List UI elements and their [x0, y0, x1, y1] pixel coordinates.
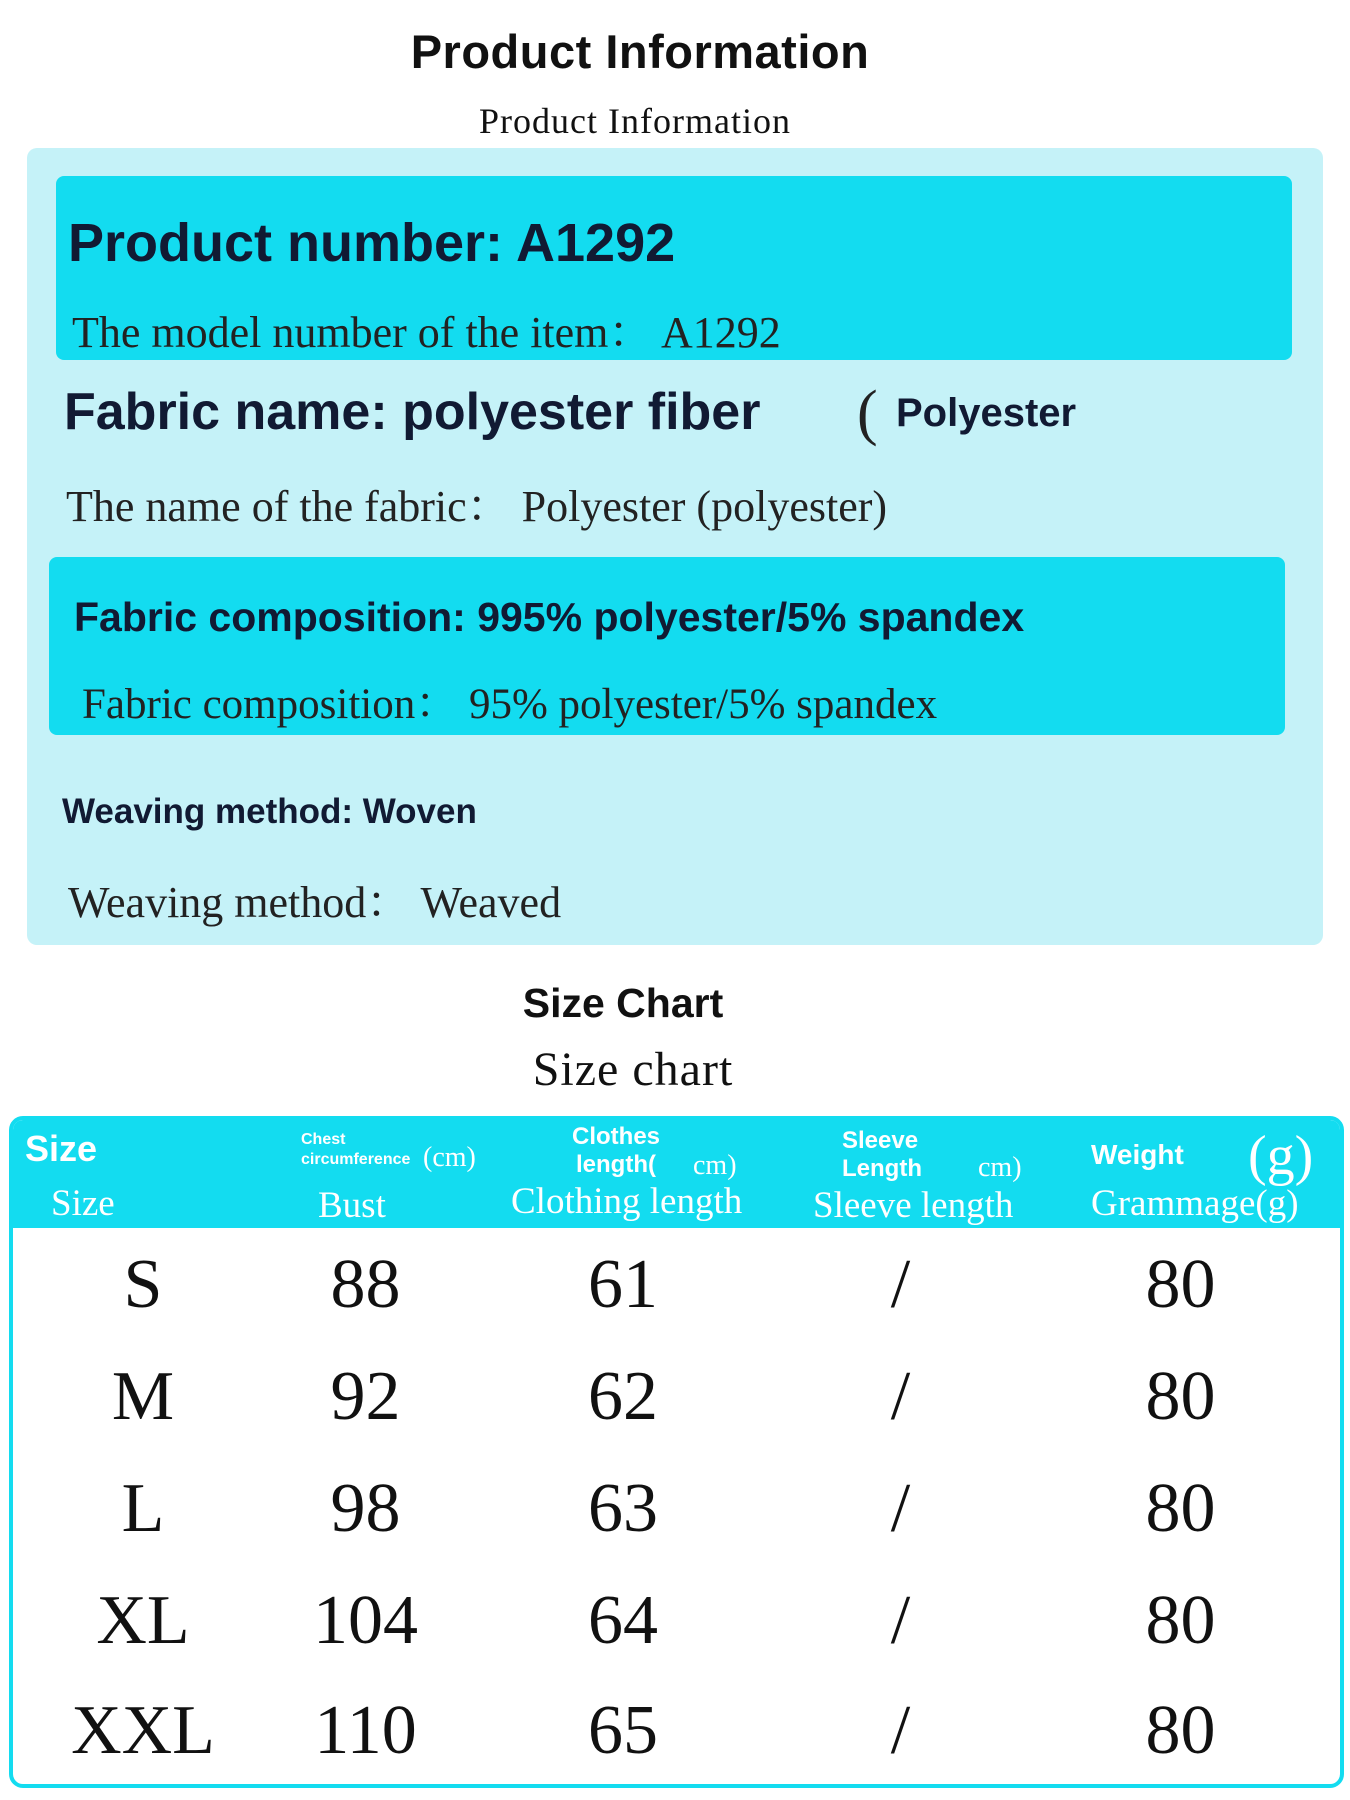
header-bust-unit: (cm) [423, 1142, 476, 1173]
fabric-name-label: Fabric name: polyester fiber [64, 383, 761, 441]
size-chart-subtitle: Size chart [532, 1043, 734, 1096]
header-size-en: Size [25, 1128, 98, 1169]
cell-sleeve: / [890, 1470, 911, 1547]
product-number-sub: The model number of the item： A1292 [72, 308, 781, 357]
header-length-cn: Clothing length [511, 1181, 743, 1222]
header-sleeve-en-2: Length [842, 1155, 922, 1182]
cell-bust: 98 [330, 1470, 401, 1547]
table-row [13, 1452, 1340, 1566]
fabric-name-tag: Polyester [896, 391, 1077, 435]
header-length-unit: cm) [693, 1150, 737, 1181]
cell-size: XXL [71, 1692, 215, 1769]
cell-sleeve: / [890, 1692, 911, 1769]
header-weight-cn: Grammage(g) [1091, 1183, 1299, 1224]
header-length-en-2: length( [576, 1151, 656, 1178]
size-table-header [13, 1120, 1340, 1228]
header-bust-cn: Bust [318, 1185, 386, 1226]
cell-sleeve: / [890, 1582, 911, 1659]
table-row [13, 1340, 1340, 1454]
cell-size: S [123, 1246, 163, 1323]
header-size-cn: Size [51, 1183, 115, 1224]
header-weight-en: Weight [1091, 1139, 1184, 1170]
size-chart-title: Size Chart [522, 980, 724, 1026]
table-row [13, 1228, 1340, 1342]
cell-weight: 80 [1145, 1692, 1216, 1769]
cell-size: L [121, 1470, 165, 1547]
fabric-composition-label: Fabric composition: 995% polyester/5% spandex [74, 594, 1025, 640]
cell-weight: 80 [1145, 1246, 1216, 1323]
cell-size: M [111, 1358, 175, 1435]
cell-weight: 80 [1145, 1582, 1216, 1659]
header-sleeve-unit: cm) [978, 1152, 1022, 1183]
header-length-en-1: Clothes [572, 1123, 661, 1150]
fabric-composition-sub: Fabric composition： 95% polyester/5% spandex [82, 681, 938, 728]
table-row [13, 1674, 1340, 1788]
cell-length: 61 [588, 1246, 658, 1323]
cell-length: 62 [588, 1358, 658, 1435]
header-bust-en-2: circumference [301, 1151, 411, 1168]
product-info-title: Product Information [410, 25, 870, 78]
cell-length: 65 [588, 1692, 658, 1769]
header-weight-unit: (g) [1248, 1125, 1314, 1187]
size-table [9, 1116, 1344, 1788]
cell-bust: 92 [330, 1358, 401, 1435]
cell-weight: 80 [1145, 1470, 1216, 1547]
weaving-method-sub: Weaving method： Weaved [68, 878, 562, 927]
cell-bust: 88 [330, 1246, 401, 1323]
cell-bust: 104 [313, 1582, 418, 1659]
cell-length: 63 [588, 1470, 658, 1547]
header-sleeve-cn: Sleeve length [813, 1185, 1014, 1226]
product-info-subtitle: Product Information [479, 101, 791, 141]
weaving-method-label: Weaving method: Woven [62, 792, 477, 831]
cell-bust: 110 [314, 1692, 417, 1769]
product-number-label: Product number: A1292 [68, 213, 676, 273]
fabric-name-paren: ( [857, 379, 878, 447]
header-bust-en-1: Chest [301, 1131, 346, 1148]
cell-weight: 80 [1145, 1358, 1216, 1435]
cell-sleeve: / [890, 1246, 911, 1323]
cell-size: XL [96, 1582, 190, 1659]
header-sleeve-en-1: Sleeve [842, 1127, 919, 1154]
cell-length: 64 [588, 1582, 658, 1659]
table-row [13, 1564, 1340, 1678]
fabric-name-sub: The name of the fabric： Polyester (polyester) [66, 482, 888, 531]
cell-sleeve: / [890, 1358, 911, 1435]
